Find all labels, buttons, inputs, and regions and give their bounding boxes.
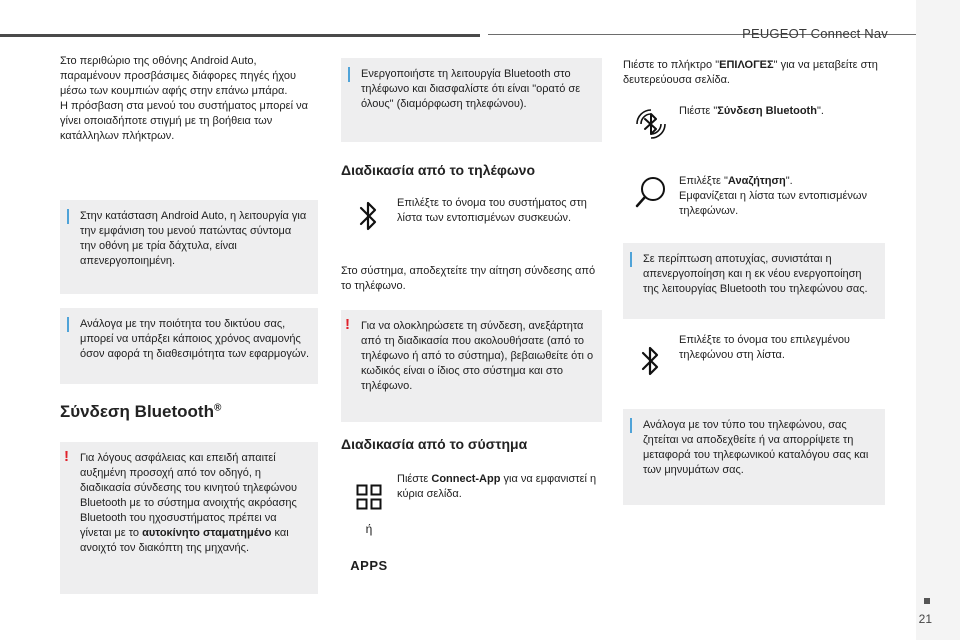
accept-text: Στο σύστημα, αποδεχτείτε την αίτηση σύνδεσης από το τηλέφωνο. (341, 265, 596, 292)
warning-icon: ! (345, 316, 350, 333)
connect-app-icons (341, 472, 397, 573)
warning-code (341, 310, 602, 422)
bluetooth-icon (341, 196, 397, 236)
info-marker (67, 317, 69, 332)
intro-text: Στο περιθώριο της οθόνης Android Auto, παραμένουν προσβάσιμες διάφορες πηγές ήχου μέσω των κουμπιών αφής στην επάνω μπάρα. Η πρόσβαση στα μενού του συστήματος μπορεί να γίνει οποιαδήποτε στιγμή με τη βοήθεια των κατάλληλων πλήκτρων. (60, 55, 308, 142)
connect-app-row (341, 472, 602, 573)
note-text: Σε περίπτωση αποτυχίας, συνιστάται η απενεργοποίηση και η εκ νέου ενεργοποίηση της λειτουργίας Bluetooth του τηλεφώνου σας. (643, 253, 868, 295)
note-failure (623, 243, 885, 319)
warning-text: Για λόγους ασφάλειας και επειδή απαιτεί αυξημένη προσοχή από τον οδηγό, η διαδικασία σύνδεσης του κινητού τηλεφώνου Bluetooth με το σύστημα ανοιχτής ακρόασης Bluetooth του ηχοσυστήματος πρέπει να γίνεται με το αυτοκίνητο σταματημένο και ανοιχτό τον διακόπτη της μηχανής. (80, 452, 298, 554)
bluetooth-settings-icon (623, 104, 679, 144)
note-network (60, 308, 318, 384)
app-grid-icon (356, 484, 382, 510)
note-text: Ανάλογα με την ποιότητα του δικτύου σας, μπορεί να υπάρξει κάποιος χρόνος αναμονής όσον αφορά τη διαθεσιμότητα των εφαρμογών. (80, 318, 310, 360)
bt-connection-text: Πιέστε "Σύνδεση Bluetooth". (679, 105, 824, 117)
section-title-from-system: Διαδικασία από το σύστημα (341, 436, 528, 452)
warning-icon: ! (64, 448, 69, 465)
header-rule-thin (488, 34, 960, 35)
options-text: Πιέστε το πλήκτρο "ΕΠΙΛΟΓΕΣ" για να μεταβείτε στη δευτερεύουσα σελίδα. (623, 59, 878, 86)
note-text: Ενεργοποιήστε τη λειτουργία Bluetooth στο τηλέφωνο και διασφαλίστε ότι είναι "ορατό σε όλους" (διαμόρφωση τηλεφώνου). (361, 68, 581, 110)
note-enable-bluetooth (341, 58, 602, 142)
column-1 (60, 54, 318, 594)
brand-title: PEUGEOT Connect Nav (742, 26, 888, 41)
phone-step-row (341, 196, 602, 236)
column-2 (341, 58, 602, 573)
search-row (623, 174, 885, 219)
info-marker (67, 209, 69, 224)
bluetooth-icon (623, 333, 679, 381)
info-marker (630, 418, 632, 433)
column-3 (623, 58, 885, 505)
header-rule (0, 34, 480, 37)
search-text: Επιλέξτε "Αναζήτηση". (679, 175, 793, 187)
or-label: ή (365, 522, 373, 536)
page-margin-strip (916, 0, 960, 640)
page-marker (924, 598, 930, 604)
section-title-bluetooth: Σύνδεση Bluetooth® (60, 402, 222, 421)
note-profiles (623, 409, 885, 505)
note-text: Ανάλογα με τον τύπο του τηλεφώνου, σας ζητείται να αποδεχθείτε ή να απορρίψετε τη μεταφορά του τηλεφωνικού καταλόγου σας και των μηνυμάτων σας. (643, 419, 869, 476)
info-marker (630, 252, 632, 267)
apps-label: APPS (350, 558, 388, 573)
note-three-finger (60, 200, 318, 294)
select-phone-text: Επιλέξτε το όνομα του επιλεγμένου τηλεφώνου στη λίστα. (679, 334, 850, 361)
warning-text: Για να ολοκληρώσετε τη σύνδεση, ανεξάρτητα από τη διαδικασία που ακολουθήσατε (από το τηλέφωνο ή από το σύστημα), βεβαιωθείτε ότι ο κωδικός είναι ο ίδιος στο σύστημα και στο τηλέφωνο. (361, 320, 594, 392)
select-phone-row (623, 333, 885, 381)
press-connect-app-text: Πιέστε Connect-App για να εμφανιστεί η κύρια σελίδα. (397, 473, 597, 500)
warning-safety (60, 442, 318, 594)
section-title-from-phone: Διαδικασία από το τηλέφωνο (341, 162, 535, 178)
search-line2: Εμφανίζεται η λίστα των εντοπισμένων τηλεφώνων. (679, 190, 867, 217)
note-text: Στην κατάσταση Android Auto, η λειτουργία για την εμφάνιση του μενού πατώντας σύντομα την οθόνη με τρία δάχτυλα, είναι απενεργοποιημένη. (80, 210, 307, 267)
search-icon (623, 174, 679, 214)
info-marker (348, 67, 350, 82)
step-text: Επιλέξτε το όνομα του συστήματος στη λίστα των εντοπισμένων συσκευών. (397, 197, 587, 224)
page-number: 21 (918, 612, 932, 626)
bt-connection-row (623, 104, 885, 144)
